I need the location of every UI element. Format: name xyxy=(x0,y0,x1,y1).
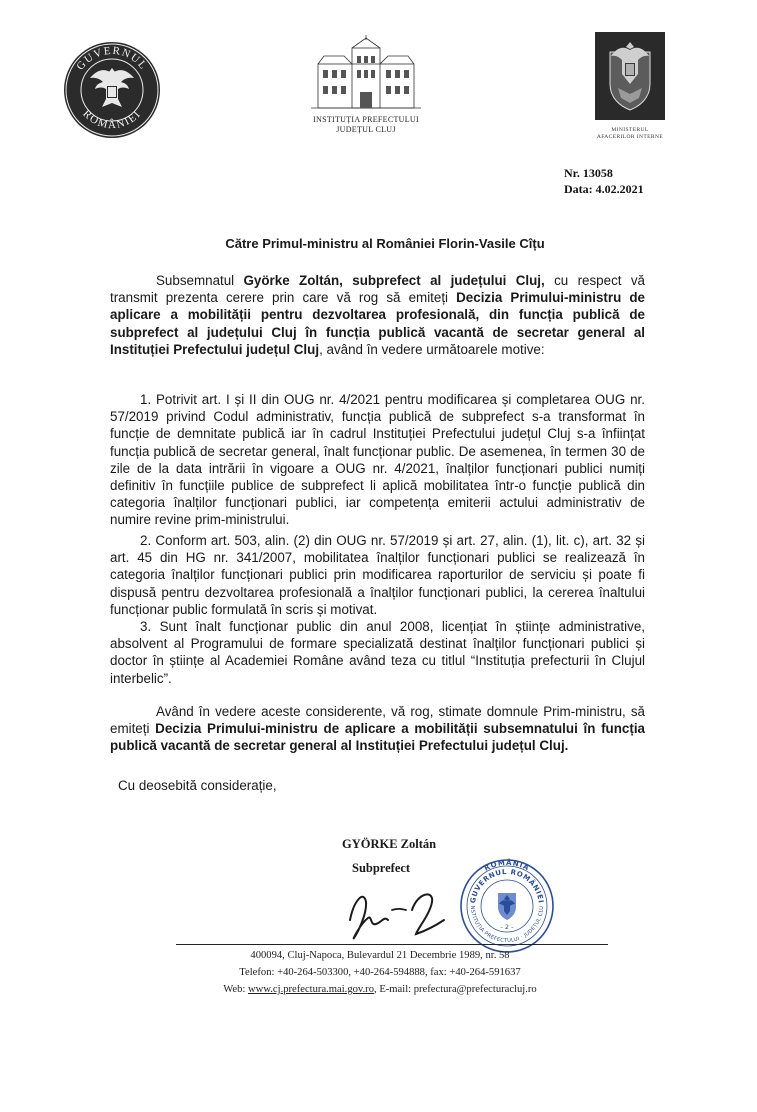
government-seal-logo xyxy=(62,40,162,140)
prefecture-logo-line1: INSTITUȚIA PREFECTULUI xyxy=(313,115,419,124)
intro-paragraph xyxy=(110,272,645,358)
ministry-logo-line2: AFACERILOR INTERNE xyxy=(596,134,664,140)
footer-web-email xyxy=(150,984,610,995)
registration-number: Nr. 13058 xyxy=(564,166,613,180)
reason-point-1: 1. Potrivit art. I și II din OUG nr. 4/2021 pentru modificarea și completarea OUG nr. 57/2019 privind Codul administrativ, funcția publică de subprefect s-a transformat în funcție de demnitate publică iar în cadrul Instituției Prefectului județul Cluj s-a înființat funcția publică de secretar general, înalt funcționar public. De asemenea, în termen 30 de zile de la data intrării în vigoare a OUG nr. 4/2021, înalților funcționari publici numiți definitiv în funcțiile publice de subprefect li aplică mobilitatea într-o funcție publică din categoria înalților funcționari publici, iar competența emiterii actului administrativ de numire revine prim-ministrului. xyxy=(110,392,645,528)
intro-bold-1: Györke Zoltán, subprefect al județului Cluj, xyxy=(243,273,545,288)
closing-bold: Decizia Primului-ministru de aplicare a mobilității subsemnatului în funcția publică vacantă de secretar general al Instituției Prefectului județul Cluj. xyxy=(110,721,645,754)
footer-address: 400094, Cluj-Napoca, Bulevardul 21 Decembrie 1989, nr. 58 xyxy=(250,950,510,961)
reason-point-3: 3. Sunt înalt funcționar public din anul 2008, licențiat în științe administrative, absolvent al Programului de formare specializată destinat înalților funcționari publici și doctor în științe al Academiei Române având teza cu titlul “Instituția prefecturii în Clujul interbelic”. xyxy=(110,619,645,686)
closing-paragraph xyxy=(110,703,645,755)
closing-text: Având în vedere aceste considerente, vă rog, stimate domnule Prim-ministru, să emiteți xyxy=(110,704,645,737)
reason-point-2: 2. Conform art. 503, alin. (2) din OUG nr. 57/2019 și art. 27, alin. (1), lit. c), art. 32 și art. 45 din HG nr. 341/2007, mobilitatea înalților funcționari publici se realizează în categoria înalților funcționari publici prin modificarea raporturilor de serviciu și poate fi dispusă pentru dezvoltarea profesională a înalților funcționari publici, la cererea înaltului funcționar public formulată în scris și motivat. xyxy=(110,533,645,617)
intro-text-1: Subsemnatul xyxy=(156,273,244,288)
footer-email: , E-mail: prefectura@prefecturacluj.ro xyxy=(374,984,537,995)
intro-bold-2: Decizia Primului-ministru de aplicare a mobilității pentru dezvoltarea profesională, din funcția publică de subprefect al județului Cluj în funcția publică vacantă de secretar general al Instituției Prefectului județul Cluj xyxy=(110,290,645,357)
prefecture-logo-line2: JUDEȚUL CLUJ xyxy=(336,125,396,134)
prefecture-building-logo xyxy=(296,34,436,144)
svg-text:INSTITUȚIA PREFECTULUI · JUDEȚ: NSTITUȚIA PREFECTULUI · JUDEȚUL CLU xyxy=(468,905,546,945)
regards-line: Cu deosebită considerație, xyxy=(118,778,277,793)
ministry-logo-line1: MINISTERUL xyxy=(611,127,649,133)
official-stamp xyxy=(458,857,556,955)
svg-text:ROMÂNIA: ROMÂNIA xyxy=(483,858,531,873)
svg-text:- 2 -: - 2 - xyxy=(500,923,514,931)
handwritten-signature xyxy=(340,880,450,942)
footer-web-label: Web: xyxy=(223,984,249,995)
registration-date: Data: 4.02.2021 xyxy=(564,182,644,196)
footer-web-link[interactable]: www.cj.prefectura.mai.gov.ro xyxy=(248,984,375,995)
signatory-name: GYÖRKE Zoltán xyxy=(342,837,437,851)
footer-phone: Telefon: +40-264-503300, +40-264-594888, fax: +40-264-591637 xyxy=(239,967,521,978)
footer-divider xyxy=(176,944,608,945)
ministry-coat-of-arms-logo xyxy=(585,30,675,145)
intro-text-2: cu respect vă transmit prezenta cerere prin care vă rog să emiteți xyxy=(110,273,645,306)
svg-text:ROMÂNIEI: ROMÂNIEI xyxy=(80,107,144,132)
svg-text:GUVERNUL: GUVERNUL xyxy=(74,44,150,73)
letter-title: Către Primul-ministru al României Florin-Vasile Cîțu xyxy=(225,236,545,251)
intro-text-3: , având în vedere următoarele motive: xyxy=(319,341,545,357)
signatory-role: Subprefect xyxy=(352,861,411,875)
svg-text:GUVERNUL ROMÂNIEI: GUVERNUL ROMÂNIEI xyxy=(469,867,545,904)
